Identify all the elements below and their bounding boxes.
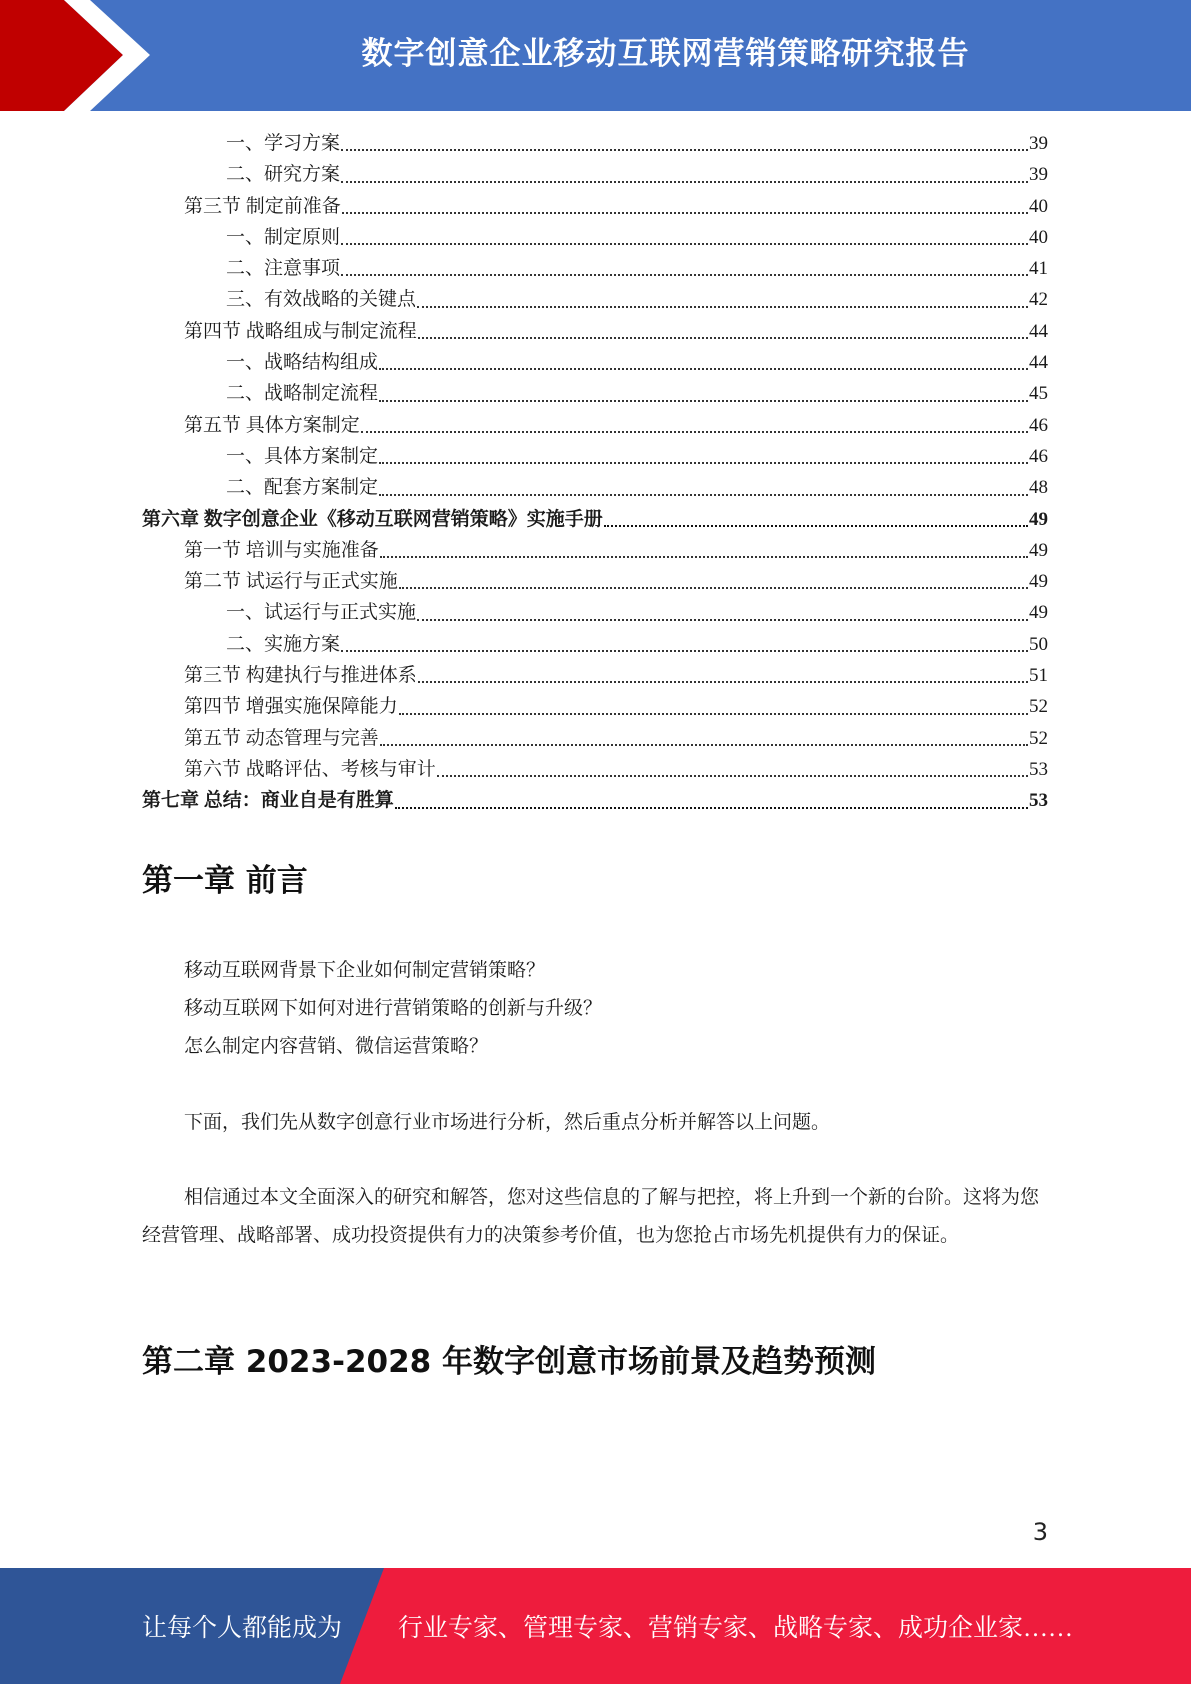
toc-entry-title: 第五节 动态管理与完善 [184, 727, 379, 749]
toc-entry-title: 第七章 总结：商业自是有胜算 [142, 790, 394, 812]
toc-dot-leader [341, 148, 1028, 151]
toc-dot-leader [379, 399, 1028, 402]
toc-entry[interactable] [142, 222, 1048, 253]
toc-entry[interactable] [142, 191, 1048, 222]
toc-page-number: 49 [1029, 539, 1048, 561]
toc-entry[interactable] [142, 597, 1048, 628]
toc-page-number: 44 [1029, 320, 1048, 342]
toc-dot-leader [417, 305, 1028, 308]
toc-dot-leader [379, 461, 1028, 464]
toc-page-number: 46 [1029, 445, 1048, 467]
toc-page-number: 48 [1029, 477, 1048, 499]
table-of-contents [142, 128, 1048, 817]
toc-page-number: 46 [1029, 414, 1048, 436]
chapter2-title: 第二章 2023-2028 年数字创意市场前景及趋势预测 [142, 1344, 877, 1380]
chapter1-paragraph-1: 下面，我们先从数字创意行业市场进行分析，然后重点分析并解答以上问题。 [184, 1112, 831, 1133]
toc-dot-leader [418, 680, 1028, 683]
toc-entry[interactable] [142, 441, 1048, 472]
toc-entry-title: 二、战略制定流程 [226, 383, 379, 405]
toc-entry-title: 一、试运行与正式实施 [226, 602, 417, 624]
toc-page-number: 39 [1029, 164, 1048, 186]
toc-entry[interactable] [142, 316, 1048, 347]
toc-page-number: 40 [1029, 226, 1048, 248]
toc-entry-title: 二、配套方案制定 [226, 477, 379, 499]
toc-entry[interactable] [142, 723, 1048, 754]
toc-chapter-entry[interactable] [142, 504, 1048, 535]
toc-entry-title: 第五节 具体方案制定 [184, 414, 360, 436]
toc-page-number: 51 [1029, 665, 1048, 687]
header-arrow-decoration [0, 0, 150, 111]
toc-dot-leader [379, 367, 1028, 370]
toc-dot-leader [399, 586, 1028, 589]
toc-dot-leader [341, 180, 1028, 183]
toc-entry-title: 第六章 数字创意企业《移动互联网营销策略》实施手册 [142, 508, 603, 530]
toc-dot-leader [342, 211, 1028, 214]
toc-chapter-entry[interactable] [142, 785, 1048, 816]
question-1: 移动互联网背景下企业如何制定营销策略？ [184, 960, 546, 981]
toc-dot-leader [379, 493, 1028, 496]
toc-page-number: 49 [1029, 508, 1048, 530]
question-2: 移动互联网下如何对进行营销策略的创新与升级？ [184, 998, 603, 1019]
toc-dot-leader [418, 336, 1028, 339]
toc-entry-title: 二、注意事项 [226, 258, 341, 280]
toc-entry-title: 第三节 构建执行与推进体系 [184, 665, 417, 687]
toc-entry[interactable] [142, 253, 1048, 284]
toc-page-number: 50 [1029, 633, 1048, 655]
toc-entry-title: 一、战略结构组成 [226, 352, 379, 374]
toc-entry[interactable] [142, 566, 1048, 597]
toc-entry[interactable] [142, 378, 1048, 409]
toc-page-number: 39 [1029, 133, 1048, 154]
page-footer [0, 1568, 1191, 1684]
toc-entry-title: 第四节 战略组成与制定流程 [184, 320, 417, 342]
toc-dot-leader [380, 743, 1028, 746]
toc-dot-leader [417, 618, 1028, 621]
toc-page-number: 53 [1029, 758, 1048, 780]
toc-entry[interactable] [142, 347, 1048, 378]
toc-page-number: 42 [1029, 289, 1048, 311]
toc-dot-leader [341, 273, 1028, 276]
toc-entry-title: 一、具体方案制定 [226, 445, 379, 467]
toc-entry[interactable] [142, 410, 1048, 441]
toc-page-number: 45 [1029, 383, 1048, 405]
toc-dot-leader [380, 555, 1028, 558]
toc-entry[interactable] [142, 284, 1048, 315]
toc-entry[interactable] [142, 535, 1048, 566]
toc-entry-title: 一、学习方案 [226, 133, 341, 154]
toc-page-number: 52 [1029, 696, 1048, 718]
toc-dot-leader [437, 774, 1028, 777]
toc-entry-title: 一、制定原则 [226, 226, 341, 248]
report-title: 数字创意企业移动互联网营销策略研究报告 [361, 35, 970, 72]
toc-entry-title: 二、实施方案 [226, 633, 341, 655]
toc-entry[interactable] [142, 691, 1048, 722]
toc-dot-leader [341, 649, 1028, 652]
toc-page-number: 40 [1029, 195, 1048, 217]
footer-slogan-right: 行业专家、管理专家、营销专家、战略专家、成功企业家…… [398, 1615, 1074, 1642]
chapter1-questions [142, 952, 1048, 1066]
toc-entry[interactable] [142, 754, 1048, 785]
toc-entry[interactable] [142, 159, 1048, 190]
toc-page-number: 49 [1029, 571, 1048, 593]
question-3: 怎么制定内容营销、微信运营策略？ [184, 1036, 489, 1057]
toc-page-number: 53 [1029, 790, 1048, 812]
page-header [0, 0, 1191, 111]
footer-slogan-left: 让每个人都能成为 [142, 1615, 343, 1642]
toc-dot-leader [341, 242, 1028, 245]
chapter1-title: 第一章 前言 [142, 863, 308, 899]
toc-page-number: 52 [1029, 727, 1048, 749]
chapter1-paragraph-2: 相信通过本文全面深入的研究和解答，您对这些信息的了解与把控，将上升到一个新的台阶。这将为您经营管理、战略部署、成功投资提供有力的决策参考价值，也为您抢占市场先机提供有力的保证。 [142, 1187, 1040, 1246]
toc-entry-title: 二、研究方案 [226, 164, 341, 186]
toc-page-number: 41 [1029, 258, 1048, 280]
toc-entry[interactable] [142, 472, 1048, 503]
toc-page-number: 49 [1029, 602, 1048, 624]
toc-entry-title: 第六节 战略评估、考核与审计 [184, 758, 436, 780]
toc-entry-title: 三、有效战略的关键点 [226, 289, 417, 311]
toc-entry-title: 第二节 试运行与正式实施 [184, 571, 398, 593]
toc-entry[interactable] [142, 660, 1048, 691]
toc-entry[interactable] [142, 128, 1048, 159]
toc-entry-title: 第四节 增强实施保障能力 [184, 696, 398, 718]
toc-dot-leader [361, 430, 1028, 433]
page-number: 3 [1032, 1518, 1048, 1546]
toc-page-number: 44 [1029, 352, 1048, 374]
toc-dot-leader [399, 712, 1028, 715]
toc-entry-title: 第三节 制定前准备 [184, 195, 341, 217]
toc-dot-leader [395, 806, 1028, 809]
toc-entry[interactable] [142, 629, 1048, 660]
toc-entry-title: 第一节 培训与实施准备 [184, 539, 379, 561]
toc-dot-leader [604, 524, 1028, 527]
